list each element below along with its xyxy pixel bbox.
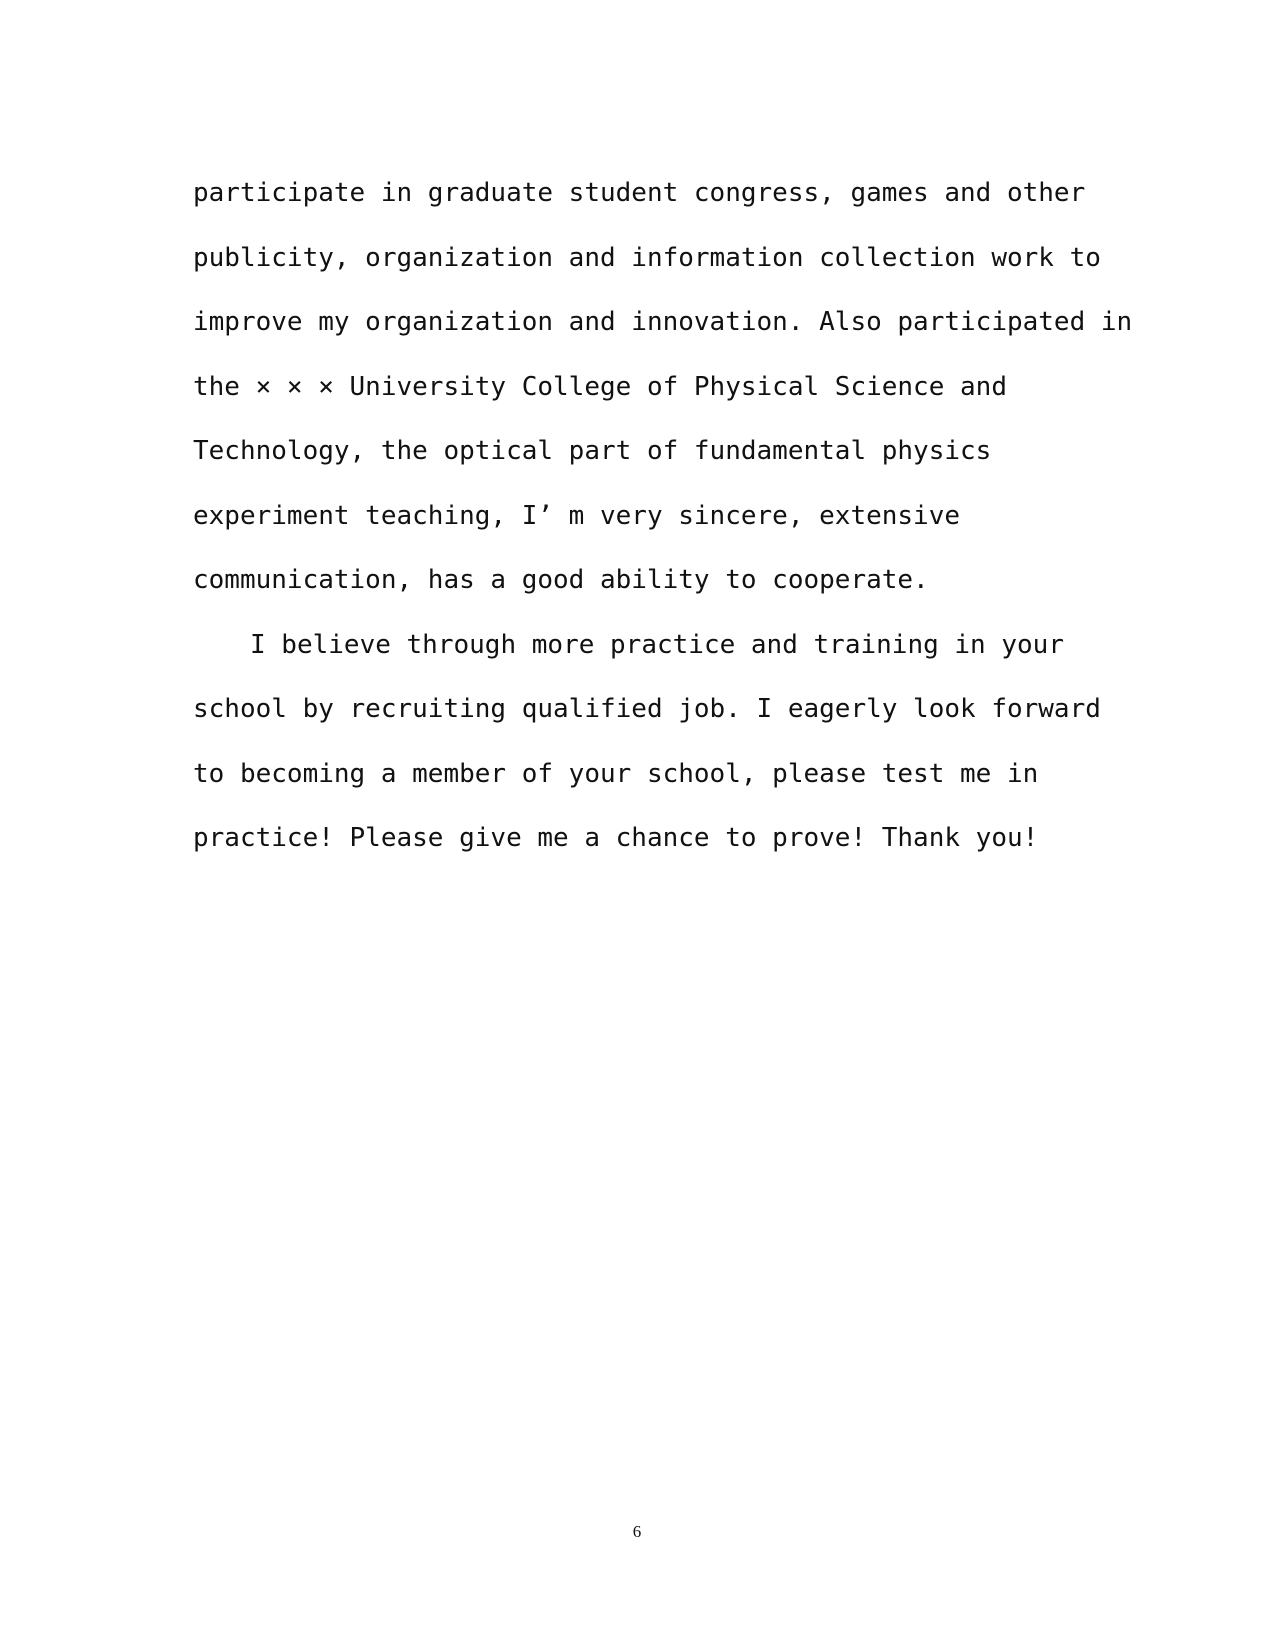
- page-number: 6: [632, 1522, 642, 1541]
- text-line: school by recruiting qualified job. I eagerly look forward: [193, 694, 1101, 724]
- text-line: participate in graduate student congress, games and other: [193, 178, 1086, 208]
- text-line: Technology, the optical part of fundamental physics: [193, 436, 992, 466]
- text-line: communication, has a good ability to cooperate.: [193, 565, 929, 595]
- text-line: improve my organization and innovation. Also participated in: [193, 307, 1133, 337]
- body-text: [193, 161, 1133, 871]
- text-line: the × × × University College of Physical Science and: [193, 371, 1007, 402]
- text-line: practice! Please give me a chance to prove! Thank you!: [193, 823, 1039, 853]
- text-line: to becoming a member of your school, please test me in: [193, 758, 1039, 789]
- text-line: publicity, organization and information collection work to: [193, 242, 1101, 273]
- text-line: experiment teaching, I’ m very sincere, extensive: [193, 500, 961, 531]
- paragraph-first-line: I believe through more practice and training in your: [250, 629, 1064, 660]
